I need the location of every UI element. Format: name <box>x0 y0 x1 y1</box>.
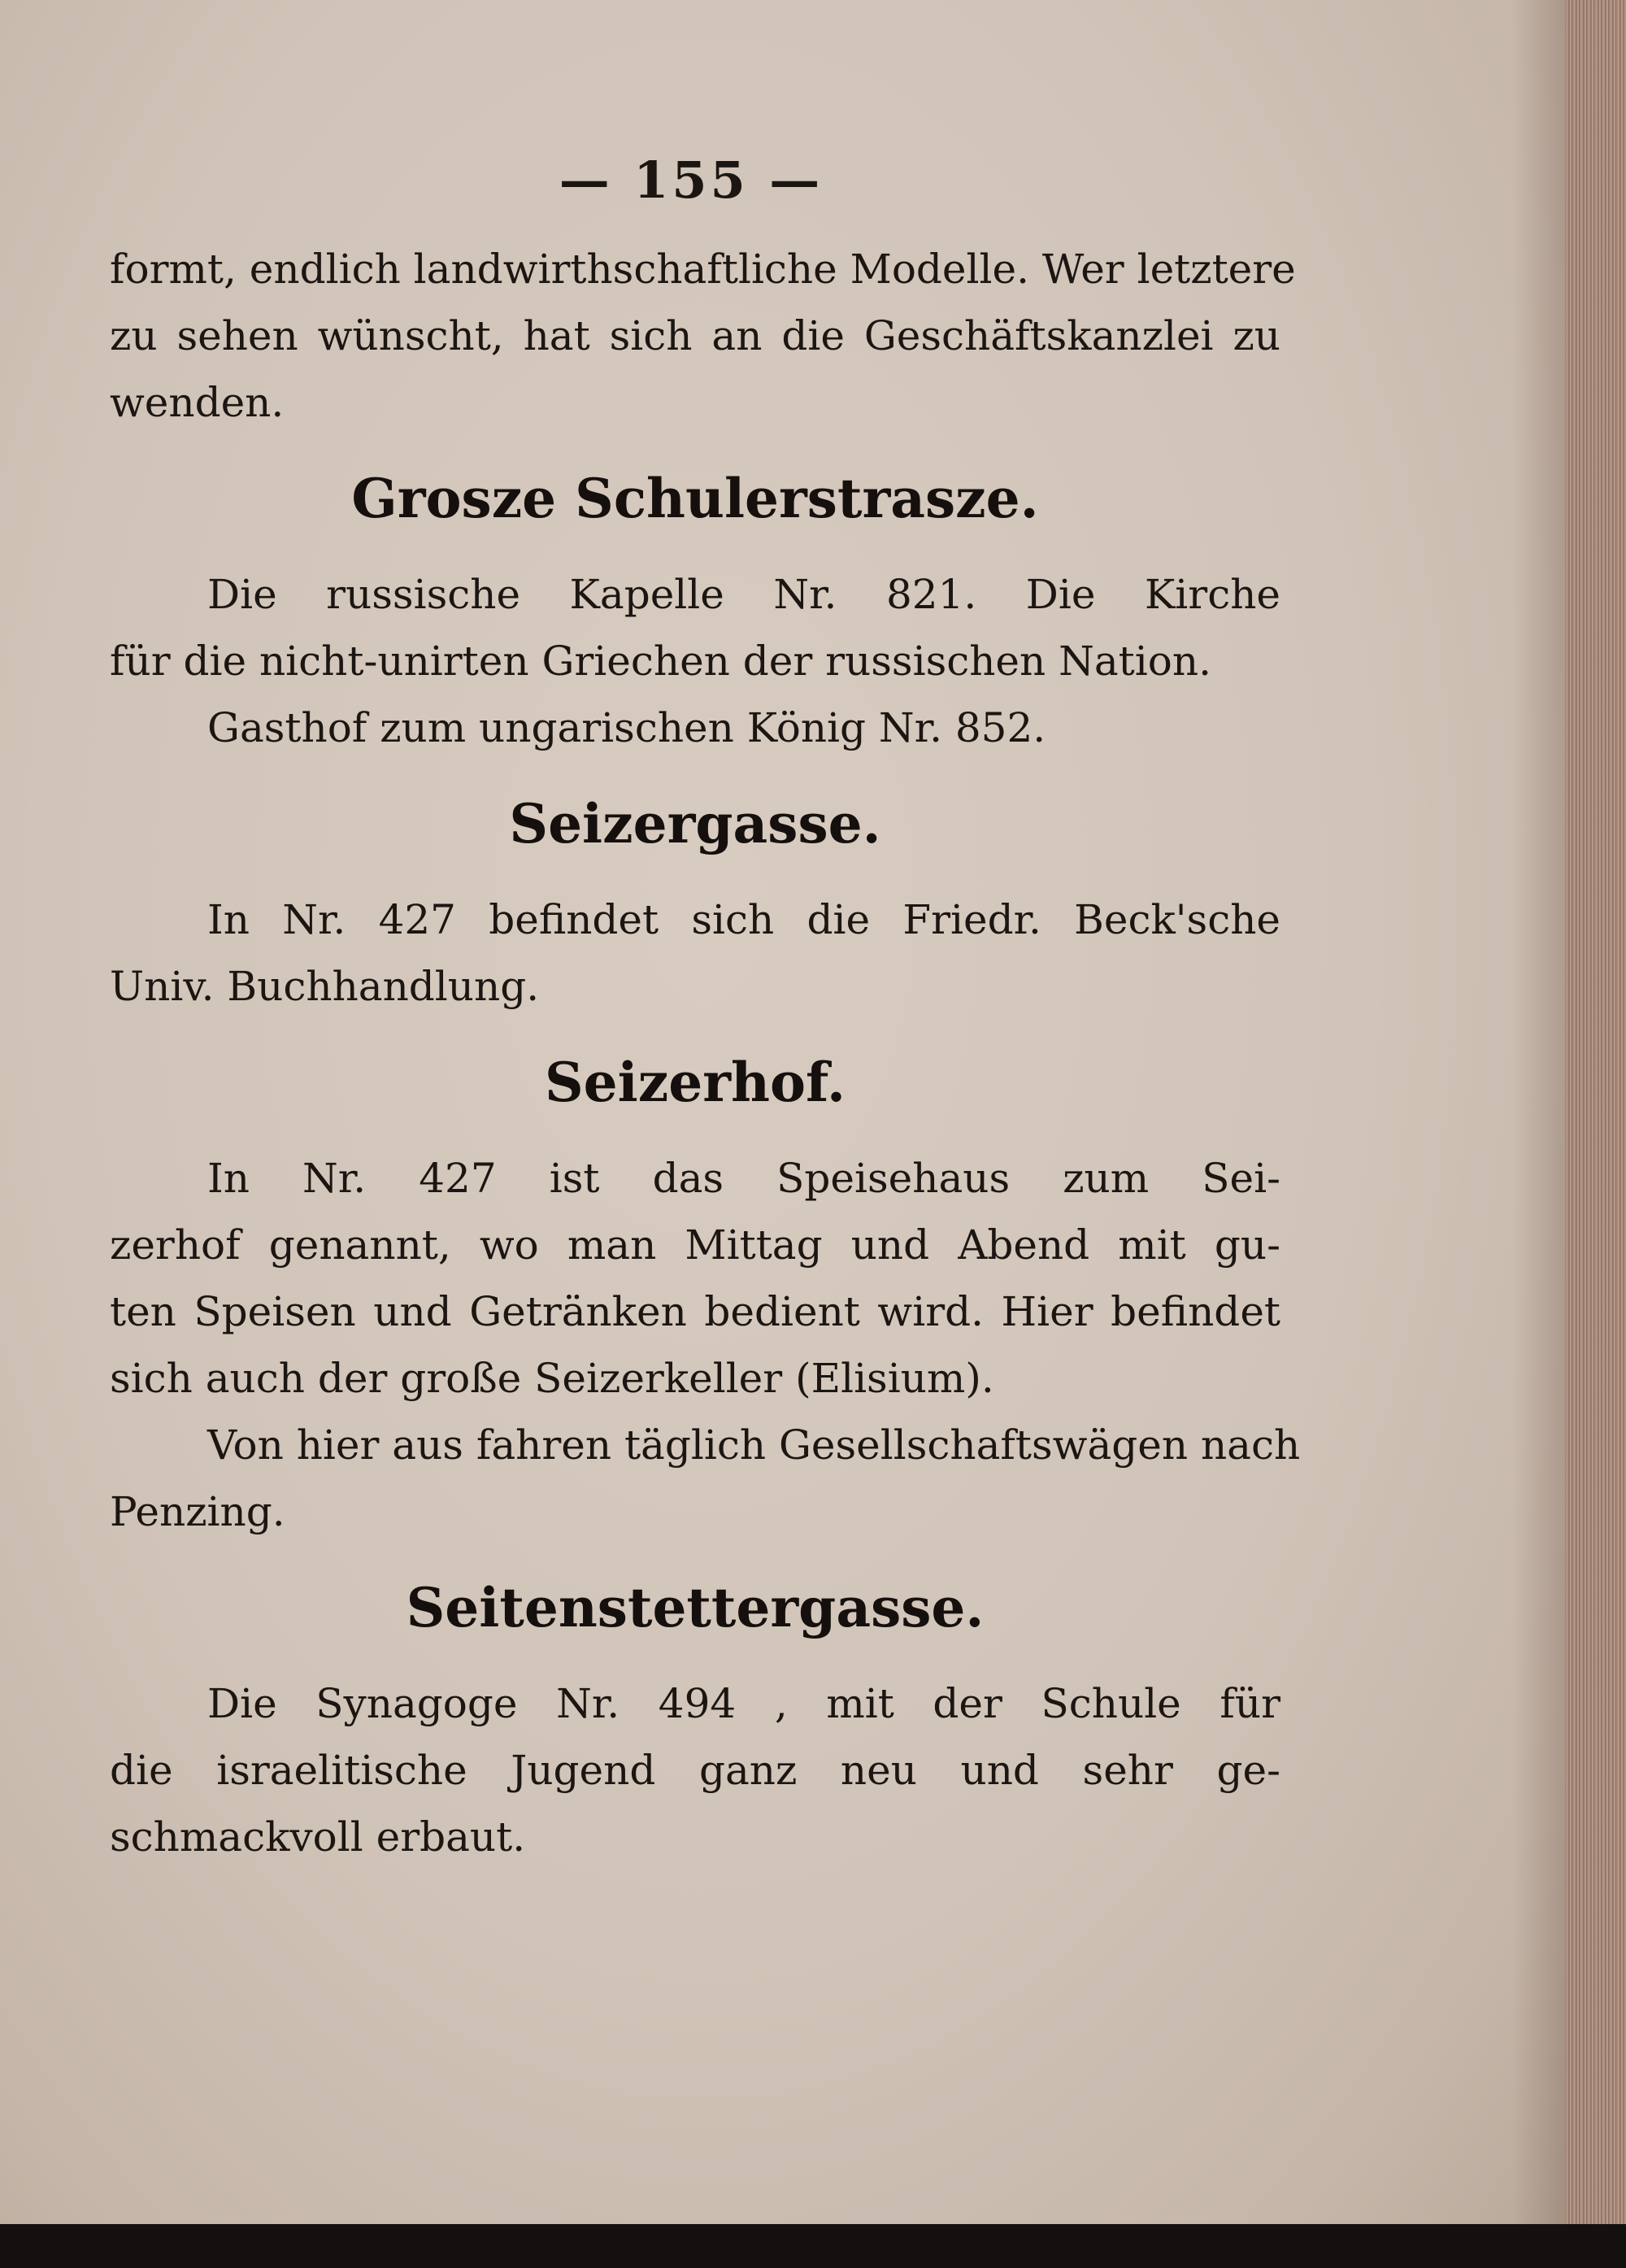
binding-shadow <box>1512 0 1565 2268</box>
text-line: Von hier aus fahren täglich Gesellschaftswägen nach <box>207 1421 1301 1469</box>
text-line: Die russische Kapelle Nr. 821. Die Kirche <box>207 571 1280 618</box>
section-heading: Seizerhof. <box>545 1051 846 1114</box>
text-line: In Nr. 427 ist das Speisehaus zum Sei- <box>207 1155 1280 1202</box>
text-line: Die Synagoge Nr. 494 , mit der Schule für <box>207 1680 1280 1727</box>
text-line: ten Speisen und Getränken bedient wird. Hier befindet <box>110 1288 1280 1335</box>
text-line: Gasthof zum ungarischen König Nr. 852. <box>207 704 1046 751</box>
text-line: Penzing. <box>110 1488 285 1535</box>
text-line: schmackvoll erbaut. <box>110 1813 526 1861</box>
section-heading: Seitenstettergasse. <box>406 1576 985 1639</box>
text-line: die israelitische Jugend ganz neu und sehr ge- <box>110 1747 1280 1794</box>
text-line: sich auch der große Seizerkeller (Elisium). <box>110 1355 994 1402</box>
text-line: formt, endlich landwirthschaftliche Modelle. Wer letztere <box>110 246 1296 293</box>
page-body <box>110 236 1301 1870</box>
text-line: Univ. Buchhandlung. <box>110 963 540 1010</box>
text-line: wenden. <box>110 379 285 426</box>
text-line: zu sehen wünscht, hat sich an die Geschäftskanzlei zu <box>110 312 1280 359</box>
background-surface <box>0 2224 1626 2268</box>
page-number: — 155 — <box>559 150 824 210</box>
text-line: In Nr. 427 befindet sich die Friedr. Beck'sche <box>207 896 1280 943</box>
section-heading: Grosze Schulerstrasze. <box>351 467 1039 530</box>
section-heading: Seizergasse. <box>509 792 881 855</box>
page-edges <box>1565 0 1626 2268</box>
text-line: für die nicht-unirten Griechen der russischen Nation. <box>110 638 1211 685</box>
text-line: zerhof genannt, wo man Mittag und Abend mit gu- <box>110 1221 1280 1269</box>
